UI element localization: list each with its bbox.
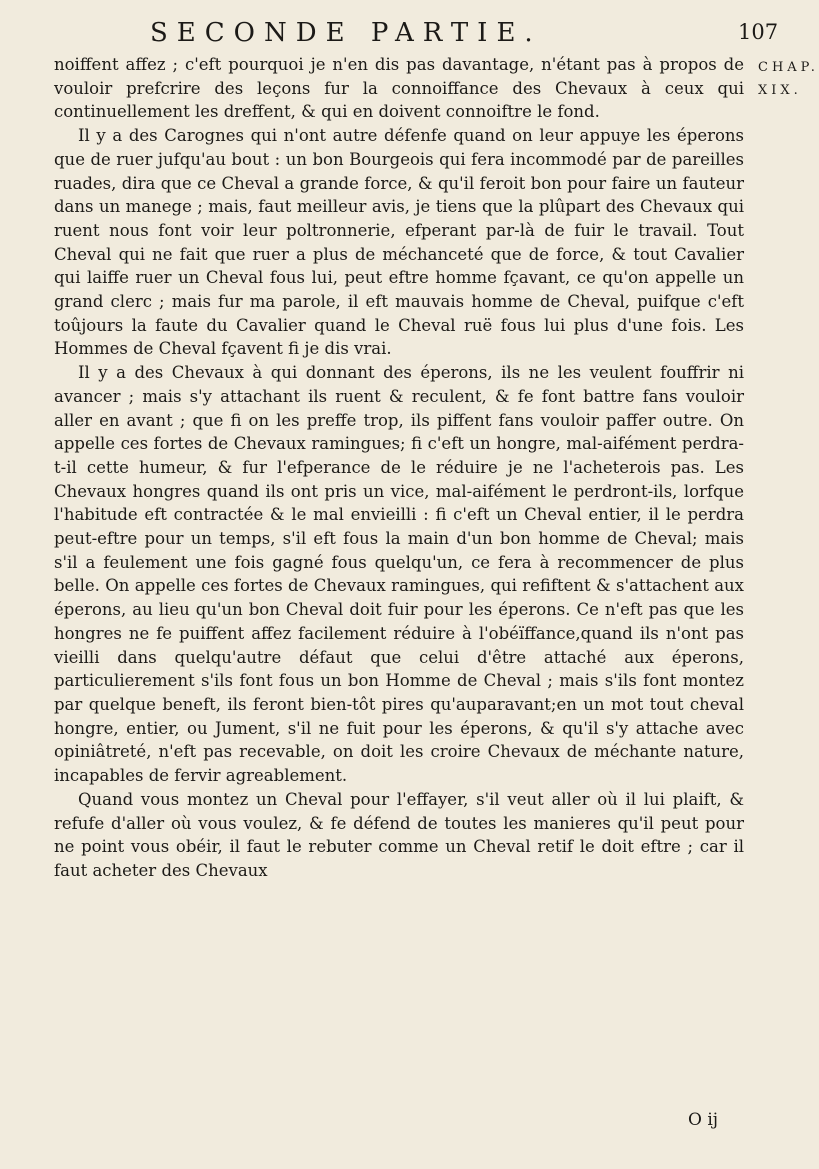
paragraph-ramingues: Il y a des Chevaux à qui donnant des éperons, ils ne les veulent fouffrir ni avancer ; mais s'y attachant ils ruent & reculent, & fe font battre fans vouloir aller en avant ; que fi on les preffe trop, ils piffent fans vouloir paffer outre. On appelle ces fortes de Chevaux ramingues; fi c'eft un hongre, mal-aifément perdra-t-il cette humeur, & fur l'efperance de le réduire je ne l'acheterois pas. Les Chevaux hongres quand ils ont pris un vice, mal-aifément le perdront-ils, lorfque l'habitude eft contractée & le mal envieilli : fi c'eft un Cheval entier, il le perdra peut-eftre pour un temps, s'il eft fous la main d'un bon homme de Cheval; mais s'il a feulement une fois gagné fous quelqu'un, ce fera à recommencer de plus belle. On appelle ces fortes de Chevaux ramingues, qui refiftent & s'attachent aux éperons, au lieu qu'un bon Cheval doit fuir pour les éperons. Ce n'eft pas que les hongres ne fe puiffent affez facilement réduire à l'obéïffance,quand ils n'ont pas vieilli dans quelqu'autre défaut que celui d'être attaché aux éperons, particulierement s'ils font fous un bon Homme de Cheval ; mais s'ils font montez par quelque beneft, ils feront bien-tôt pires qu'auparavant;en un mot tout cheval hongre, entier, ou Jument, s'il ne fuit pour les éperons, & qu'il s'y attache avec opiniâtreté, n'eft pas recevable, on doit les croire Chevaux de méchante nature, incapables de fervir agreablement.: [54, 363, 744, 786]
chapter-label: [758, 56, 819, 102]
body-text: [54, 53, 744, 883]
paragraph-essai-cheval: Quand vous montez un Cheval pour l'effayer, s'il veut aller où il lui plaift, & refufe d'aller où vous voulez, & fe défend de toutes les manieres qu'il peut pour ne point vous obéir, il faut le rebuter comme un Cheval retif le doit eftre ; car il faut acheter des Chevaux: [54, 789, 744, 880]
page-number: 107: [738, 20, 779, 44]
paragraph-carognes: Il y a des Carognes qui n'ont autre défenfe quand on leur appuye les éperons que de ruer jufqu'au bout : un bon Bourgeois qui fera incommodé par de pareilles ruades, dira que ce Cheval a grande force, & qu'il feroit bon pour faire un fauteur dans un manege ; mais, faut meilleur avis, je tiens que la plûpart des Chevaux qui ruent nous font voir leur poltronnerie, efperant par-là de fuir le travail. Tout Cheval qui ne fait que ruer a plus de méchanceté que de force, & tout Cavalier qui laiffe ruer un Cheval fous lui, peut eftre homme fçavant, ce qu'on appelle un grand clerc ; mais fur ma parole, il eft mauvais homme de Cheval, puifque c'eft toûjours la faute du Cavalier quand le Cheval ruë fous lui plus d'une fois. Les Hommes de Cheval fçavent fi je dis vrai.: [54, 126, 744, 359]
signature-mark: O ij: [688, 1110, 719, 1130]
chapter-label-line1: CHAP.: [758, 60, 819, 75]
running-title: SECONDE PARTIE.: [150, 18, 542, 48]
paragraph-continued: noiffent affez ; c'eft pourquoi je n'en dis pas davantage, n'étant pas à propos de vouloir prefcrire des leçons fur la connoiffance des Chevaux à ceux qui continuellement les dreffent, & qui en doivent connoiftre le fond.: [54, 55, 744, 122]
chapter-label-line2: XIX.: [758, 83, 802, 98]
